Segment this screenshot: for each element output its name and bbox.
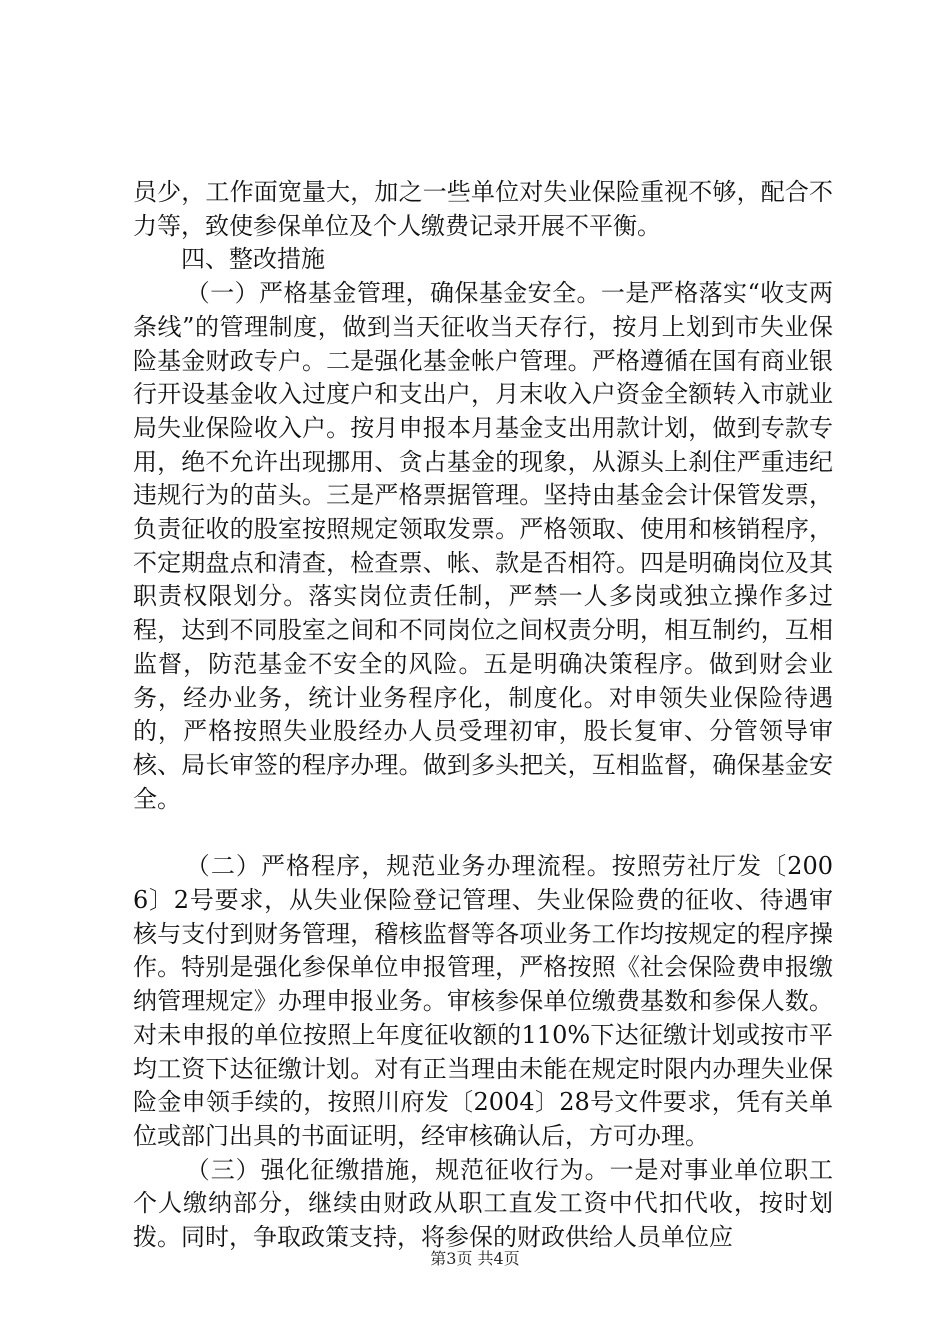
page-number-footer: 第3页 共4页 [430,1249,520,1268]
paragraph-fund-management: （一）严格基金管理，确保基金安全。一是严格落实“收支两条线”的管理制度，做到当天征收当天存行，按月上划到市失业保险基金财政专户。二是强化基金帐户管理。严格遵循在国有商业银行开设基金收入过度户和支出户，月末收入户资金全额转入市就业局失业保险收入户。按月申报本月基金支出用款计划，做到专款专用，绝不允许出现挪用、贪占基金的现象，从源头上刹住严重违纪违规行为的苗头。三是严格票据管理。坚持由基金会计保管发票，负责征收的股室按照规定领取发票。严格领取、使用和核销程序，不定期盘点和清查，检查票、帐、款是否相符。四是明确岗位及其职责权限划分。落实岗位责任制，严禁一人多岗或独立操作多过程，达到不同股室之间和不同岗位之间权责分明，相互制约，互相监督，防范基金不安全的风险。五是明确决策程序。做到财会业务，经办业务，统计业务程序化，制度化。对申领失业保险待遇的，严格按照失业股经办人员受理初审，股长复审、分管领导审核、局长审签的程序办理。做到多头把关，互相监督，确保基金安全。 [133,279,833,813]
paragraph-collection: （三）强化征缴措施，规范征收行为。一是对事业单位职工个人缴纳部分，继续由财政从职工直发工资中代扣代收，按时划拨。同时，争取政策支持，将参保的财政供给人员单位应 [133,1155,833,1252]
paragraph-continuation: 员少，工作面宽量大，加之一些单位对失业保险重视不够，配合不力等，致使参保单位及个人缴费记录开展不平衡。 [133,178,833,240]
section-heading: 四、整改措施 [181,245,325,274]
paragraph-procedure: （二）严格程序，规范业务办理流程。按照劳社厅发〔2006〕2号要求，从失业保险登记管理、失业保险费的征收、待遇审核与支付到财务管理，稽核监督等各项业务工作均按规定的程序操作。特别是强化参保单位申报管理，严格按照《社会保险费申报缴纳管理规定》办理申报业务。审核参保单位缴费基数和参保人数。对未申报的单位按照上年度征收额的110%下达征缴计划或按市平均工资下达征缴计划。对有正当理由未能在规定时限内办理失业保险金申领手续的，按照川府发〔2004〕28号文件要求，凭有关单位或部门出具的书面证明，经审核确认后，方可办理。 [133,852,833,1150]
document-body [133,176,833,1255]
